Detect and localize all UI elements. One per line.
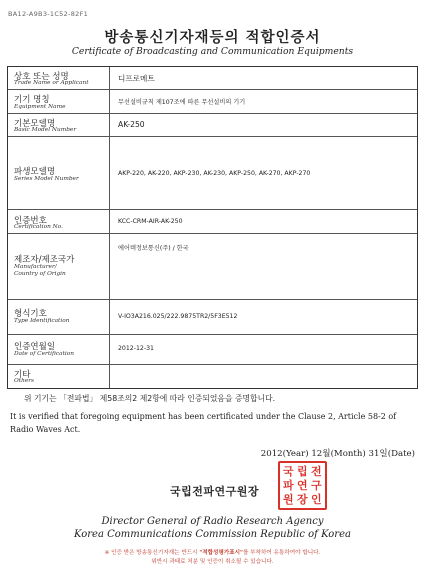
certificate-table <box>7 66 418 389</box>
seal-char: 구 <box>311 479 322 492</box>
table-row-date-of-certification <box>8 335 417 365</box>
official-seal-stamp <box>278 461 327 510</box>
type-identification-label-en: Type Identification <box>14 318 70 324</box>
trade-name-label-ko: 상호 또는 성명 <box>14 72 69 82</box>
table-row-others <box>8 365 417 388</box>
date-of-certification-value: 2012-12-31 <box>118 345 154 352</box>
certificate-title-english: Certificate of Broadcasting and Communication Equipments <box>71 46 354 57</box>
trade-name-value: 디프로메트 <box>118 74 155 83</box>
series-model-label-en: Series Model Number <box>14 176 79 182</box>
table-row-equipment-name <box>8 90 417 114</box>
certification-statement-korean: 위 기기는 「전파법」 제58조의2 제2항에 따라 인증되었음을 증명합니다. <box>24 394 276 403</box>
commission-name-english: Korea Communications Commission Republic of Korea <box>74 529 351 540</box>
table-row-certification-no <box>8 210 417 234</box>
equipment-name-value: 무선설비규칙 제107조에 따른 무선설비의 기기 <box>118 99 246 106</box>
series-model-label-ko: 파생모델명 <box>14 167 56 177</box>
seal-char: 장 <box>297 493 308 506</box>
compliance-notice-line-1 <box>0 548 425 556</box>
certification-statement-english: It is verified that foregoing equipment has been certificated under the Clause 2, Article 58-2 of Radio Waves Act. <box>10 412 397 434</box>
agency-name-korean: 국립전파연구원장 <box>170 485 260 498</box>
type-identification-value: V-IO3A216.025/222.9875TR2/5F3E512 <box>118 313 238 320</box>
document-id: BA12-A9B3-1C52-82F1 <box>8 10 89 18</box>
table-row-basic-model <box>8 114 417 137</box>
table-row-series-model <box>8 137 417 210</box>
date-of-certification-label-ko: 인증연월일 <box>14 342 56 352</box>
manufacturer-label-ko: 제조자/제조국가 <box>14 255 75 265</box>
seal-char: 인 <box>311 493 322 506</box>
manufacturer-value: 에어텍정보통신(주) / 한국 <box>118 245 189 252</box>
notice-prefix: ※ 인증 받은 방송통신기자재는 반드시 <box>104 550 200 556</box>
others-label-en: Others <box>14 378 34 384</box>
basic-model-value: AK-250 <box>118 120 145 129</box>
seal-char: 립 <box>297 465 308 478</box>
table-row-manufacturer <box>8 234 417 300</box>
notice-emphasis: "적합성평가표시" <box>199 550 243 556</box>
equipment-name-label-ko: 기기 명칭 <box>14 95 50 105</box>
seal-char: 전 <box>311 465 322 478</box>
notice-suffix: 를 부착하여 유통하여야 합니다. <box>242 550 321 556</box>
date-of-certification-label-en: Date of Certification <box>14 351 74 357</box>
basic-model-label-en: Basic Model Number <box>14 127 77 133</box>
manufacturer-label-en-line2: Country of Origin <box>14 271 66 277</box>
director-title-english: Director General of Radio Research Agency <box>101 516 324 527</box>
others-label-ko: 기타 <box>14 370 31 380</box>
equipment-name-label-en: Equipment Name <box>14 104 66 110</box>
basic-model-label-ko: 기본모델명 <box>14 119 56 129</box>
seal-char: 국 <box>283 465 294 478</box>
compliance-notice-line-2: 위반시 과태료 처분 및 인증이 취소될 수 있습니다. <box>151 559 274 565</box>
seal-char: 파 <box>283 479 294 492</box>
certificate-title-korean: 방송통신기자재등의 적합인증서 <box>104 30 321 46</box>
series-model-value: AKP-220, AK-220, AKP-230, AK-230, AKP-250, AK-270, AKP-270 <box>118 170 311 177</box>
seal-char: 연 <box>297 479 308 492</box>
table-row-type-identification <box>8 300 417 335</box>
issue-date: 2012(Year) 12월(Month) 31일(Date) <box>260 449 415 459</box>
table-row-trade-name <box>8 67 417 90</box>
trade-name-label-en: Trade Name or Applicant <box>14 80 89 86</box>
certification-no-value: KCC-CRM-AIR-AK-250 <box>118 218 183 225</box>
type-identification-label-ko: 형식기호 <box>14 309 47 319</box>
certification-no-label-en: Certification No. <box>14 224 63 230</box>
seal-char: 원 <box>283 493 294 506</box>
manufacturer-label-en-line1: Manufacturer/ <box>14 264 57 270</box>
certification-no-label-ko: 인증번호 <box>14 216 47 226</box>
